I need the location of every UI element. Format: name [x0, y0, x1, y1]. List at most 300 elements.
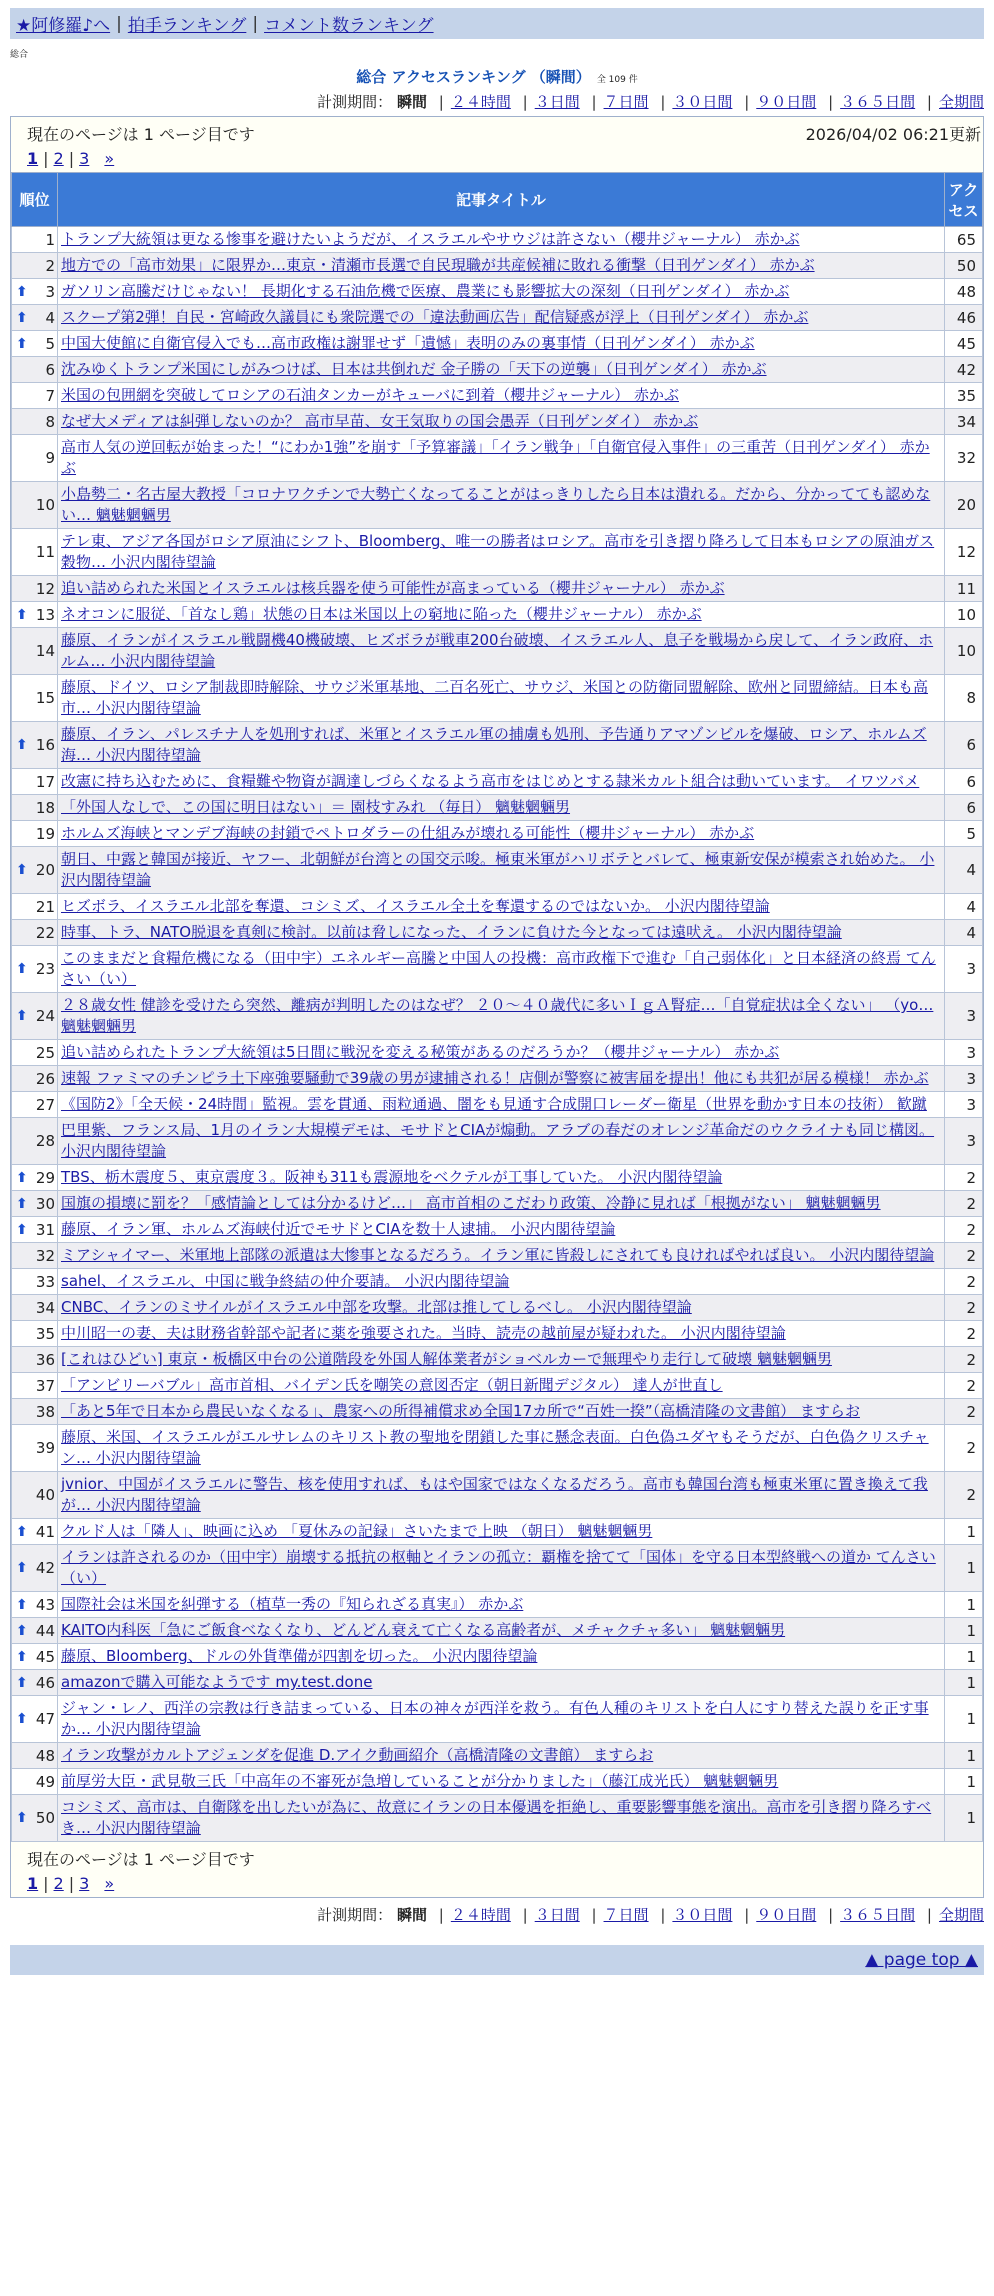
period-365d-link[interactable]: ３６５日間 [840, 93, 916, 111]
table-row [12, 1373, 983, 1399]
access-count: 3 [945, 946, 983, 993]
title-cell [58, 628, 945, 675]
access-count: 1 [945, 1696, 983, 1743]
rank-number: 12 [35, 579, 55, 598]
next-page-link[interactable]: » [104, 1874, 115, 1893]
rank-cell [12, 1696, 58, 1743]
rank-cell [12, 1321, 58, 1347]
access-count: 1 [945, 1769, 983, 1795]
article-link[interactable]: ミアシャイマー、米軍地上部隊の派遣は大惨事となるだろう。イラン軍に皆殺しにされても良ければやれば良い。 小沢内閣待望論 [61, 1246, 935, 1264]
article-link[interactable]: ジャン・レノ、西洋の宗教は行き詰まっている、日本の神々が西洋を救う。有色人種のキリストを白人にすり替えた誤りを正す事か… 小沢内閣待望論 [61, 1699, 929, 1738]
article-link[interactable]: 藤原、イラン、パレスチナ人を処刑すれば、米軍とイスラエル軍の捕虜も処刑、予告通りアマゾンビルを爆破、ロシア、ホルムズ海… 小沢内閣待望論 [61, 725, 927, 764]
pagination-top: 1 | 2 | 3 » [11, 145, 983, 172]
rank-number: 46 [35, 1673, 55, 1692]
rank-up-arrow-icon: ⬆ [16, 1195, 28, 1212]
rank-number: 48 [35, 1746, 55, 1765]
rank-number: 32 [35, 1246, 55, 1265]
rank-up-arrow-icon: ⬆ [16, 309, 28, 326]
category-note: 総合 [10, 50, 29, 60]
period-90d-link[interactable]: ９０日間 [756, 1906, 817, 1924]
table-row [12, 1670, 983, 1696]
rank-up-arrow-icon: ⬆ [16, 1596, 28, 1613]
table-row [12, 795, 983, 821]
article-link[interactable]: jvnior、中国がイスラエルに警告、核を使用すれば、もはや国家ではなくなるだろう。高市も韓国台湾も極東米軍に置き換えて我が… 小沢内閣待望論 [61, 1475, 928, 1514]
title-cell [58, 1696, 945, 1743]
clap-ranking-link[interactable]: 拍手ランキング [127, 16, 247, 36]
access-count: 1 [945, 1592, 983, 1618]
rank-up-arrow-icon: ⬆ [16, 1648, 28, 1665]
table-row [12, 357, 983, 383]
access-count: 48 [945, 279, 983, 305]
rank-cell [12, 769, 58, 795]
article-link[interactable]: スクープ第2弾！自民・宮崎政久議員にも衆院選での「違法動画広告」配信疑惑が浮上（日刊ゲンダイ） 赤かぶ [61, 308, 809, 326]
table-row [12, 383, 983, 409]
access-count: 35 [945, 383, 983, 409]
article-link[interactable]: 小島勢二・名古屋大教授「コロナワクチンで大勢亡くなってることがはっきりしたら日本は潰れる。だから、分かってても認めない… 魑魅魍魎男 [61, 485, 931, 524]
period-24h-link[interactable]: ２４時間 [450, 1906, 511, 1924]
nav-separator: | [252, 13, 259, 34]
rank-number: 45 [35, 1647, 55, 1666]
rank-number: 20 [35, 861, 55, 879]
rank-cell [12, 628, 58, 675]
page-info: 現在のページは 1 ページ目です [27, 125, 255, 144]
rank-number: 43 [35, 1595, 55, 1614]
rank-number: 33 [35, 1272, 55, 1291]
title-cell [58, 920, 945, 946]
rank-cell [12, 795, 58, 821]
title-cell [58, 1165, 945, 1191]
rank-up-arrow-icon: ⬆ [16, 283, 28, 300]
title-cell [58, 1269, 945, 1295]
col-header-title: 記事タイトル [58, 173, 945, 227]
article-link[interactable]: 藤原、米国、イスラエルがエルサレムのキリスト教の聖地を閉鎖した事に懸念表面。白色偽ユダヤもそうだが、白色偽クリスチャン… 小沢内閣待望論 [61, 1428, 929, 1467]
rank-number: 9 [45, 449, 55, 467]
table-row [12, 409, 983, 435]
rank-number: 38 [35, 1402, 55, 1421]
rank-up-arrow-icon: ⬆ [16, 606, 28, 623]
title-cell [58, 1743, 945, 1769]
access-count: 1 [945, 1644, 983, 1670]
rank-cell [12, 675, 58, 722]
article-link[interactable]: イランは許されるのか（田中宇）崩壊する抵抗の枢軸とイランの孤立：覇権を捨てて「国体」を守る日本型終戦への道か てんさい（い） [61, 1548, 936, 1587]
table-row [12, 331, 983, 357]
table-row [12, 1592, 983, 1618]
article-link[interactable]: KAITO内科医「急にご飯食べなくなり、どんどん衰えて亡くなる高齢者が、メチャクチャ多い」 魑魅魍魎男 [61, 1621, 786, 1639]
article-link[interactable]: 藤原、Bloomberg、ドルの外貨準備が四割を切った。 小沢内閣待望論 [61, 1647, 538, 1665]
table-row [12, 279, 983, 305]
article-link[interactable]: 中川昭一の妻、夫は財務省幹部や記者に薬を強要された。当時、読売の越前屋が疑われた。 小沢内閣待望論 [61, 1324, 786, 1342]
access-count: 32 [945, 435, 983, 482]
table-row [12, 1118, 983, 1165]
table-row [12, 1040, 983, 1066]
period-current: 瞬間 [396, 1906, 427, 1924]
article-link[interactable]: 国際社会は米国を糾弾する（植草一秀の『知られざる真実』） 赤かぶ [61, 1595, 524, 1613]
article-link[interactable]: コシミズ、高市は、自衛隊を出したいが為に、故意にイランの日本優遇を拒絶し、重要影響事態を演出。高市を引き摺り降ろすべき… 小沢内閣待望論 [61, 1798, 932, 1837]
rank-number: 29 [35, 1168, 55, 1187]
rank-cell [12, 331, 58, 357]
access-count: 65 [945, 227, 983, 253]
rank-number: 8 [45, 412, 55, 431]
rank-cell [12, 357, 58, 383]
period-3d-link[interactable]: ３日間 [534, 1906, 580, 1924]
rank-up-arrow-icon: ⬆ [16, 1169, 28, 1186]
article-link[interactable]: [これはひどい] 東京・板橋区中台の公道階段を外国人解体業者がショベルカーで無理やり走行して破壊 魑魅魍魎男 [61, 1350, 832, 1368]
article-link[interactable]: 朝日、中露と韓国が接近、ヤフー、北朝鮮が台湾との国交示唆。極東米軍がハリボテとバレて、極東新安保が模索され始めた。 小沢内閣待望論 [61, 850, 935, 889]
access-count: 1 [945, 1519, 983, 1545]
access-count: 3 [945, 1040, 983, 1066]
page-1-link[interactable]: 1 [27, 149, 39, 168]
article-link[interactable]: 《国防2》「全天候・24時間」監視。雲を貫通、雨粒通過、闇をも見通す合成開口レーダー衛星（世界を動かす日本の技術） 歓蹴 [61, 1095, 927, 1113]
rank-cell [12, 1243, 58, 1269]
rank-cell [12, 993, 58, 1040]
nav-separator: | [116, 13, 122, 34]
table-row [12, 253, 983, 279]
rank-number: 25 [35, 1043, 55, 1062]
article-link[interactable]: sahel、イスラエル、中国に戦争終結の仲介要請。 小沢内閣待望論 [61, 1272, 510, 1290]
rank-cell [12, 1118, 58, 1165]
rank-number: 19 [35, 824, 55, 843]
pagination-bottom: 1 | 2 | 3 » [11, 1870, 983, 1897]
rank-number: 34 [35, 1298, 55, 1317]
rank-cell [12, 409, 58, 435]
rank-number: 44 [35, 1621, 55, 1640]
access-count: 11 [945, 576, 983, 602]
table-row [12, 1743, 983, 1769]
rank-up-arrow-icon: ⬆ [16, 335, 28, 352]
title-cell [58, 1519, 945, 1545]
rank-up-arrow-icon: ⬆ [16, 1560, 28, 1576]
rank-cell [12, 435, 58, 482]
article-link[interactable]: 米国の包囲網を突破してロシアの石油タンカーがキューバに到着（櫻井ジャーナル） 赤かぶ [61, 386, 679, 404]
rank-cell [12, 821, 58, 847]
title-cell [58, 894, 945, 920]
title-cell [58, 675, 945, 722]
access-count: 20 [945, 482, 983, 529]
table-row [12, 1243, 983, 1269]
rank-number: 2 [45, 256, 55, 275]
total-count: 全 109 件 [596, 75, 638, 85]
access-count: 3 [945, 1118, 983, 1165]
title-cell [58, 1066, 945, 1092]
period-all-link[interactable]: 全期間 [938, 1906, 984, 1924]
access-count: 4 [945, 894, 983, 920]
rank-cell [12, 894, 58, 920]
table-row [12, 993, 983, 1040]
table-row [12, 946, 983, 993]
rank-number: 47 [35, 1710, 55, 1728]
rank-number: 14 [35, 642, 55, 660]
title-cell [58, 1769, 945, 1795]
table-row [12, 920, 983, 946]
rank-up-arrow-icon: ⬆ [16, 1523, 28, 1540]
table-row [12, 435, 983, 482]
rank-up-arrow-icon: ⬆ [16, 862, 28, 878]
title-cell [58, 1545, 945, 1592]
rank-cell [12, 279, 58, 305]
rank-number: 42 [35, 1559, 55, 1577]
rank-number: 31 [35, 1220, 55, 1239]
ranking-panel [10, 116, 984, 1898]
rank-cell [12, 1165, 58, 1191]
period-365d-link[interactable]: ３６５日間 [840, 1906, 916, 1924]
article-link[interactable]: このままだと食糧危機になる（田中宇）エネルギー高騰と中国人の投機：高市政権下で進む「自己弱体化」と日本経済の終焉 てんさい（い） [61, 949, 936, 988]
title-cell [58, 946, 945, 993]
title-cell [58, 305, 945, 331]
rank-number: 27 [35, 1095, 55, 1114]
title-cell [58, 409, 945, 435]
period-label: 計測期間： [317, 93, 393, 111]
period-3d-link[interactable]: ３日間 [534, 93, 580, 111]
title-cell [58, 1347, 945, 1373]
access-count: 3 [945, 993, 983, 1040]
title-cell [58, 1399, 945, 1425]
access-count: 1 [945, 1743, 983, 1769]
article-link[interactable]: 「あと5年で日本から農民いなくなる」、農家への所得補償求め全国17カ所で“百姓一揆”（高橋清隆の文書館） ますらお [61, 1402, 860, 1420]
title-cell [58, 1373, 945, 1399]
article-link[interactable]: 藤原、イランがイスラエル戦闘機40機破壊、ヒズボラが戦車200台破壊、イスラエル人、息子を戦場から戻して、イラン政府、ホルム… 小沢内閣待望論 [61, 631, 934, 670]
table-row [12, 821, 983, 847]
article-link[interactable]: 国旗の損壊に罰を？「感情論としては分かるけど…」 高市首相のこだわり政策、冷静に見れば「根拠がない」 魑魅魍魎男 [61, 1194, 881, 1212]
article-link[interactable]: クルド人は「隣人」、映画に込め 「夏休みの記録」さいたまで上映 （朝日） 魑魅魍魎男 [61, 1522, 653, 1540]
article-link[interactable]: 高市人気の逆回転が始まった！“にわか1強”を崩す「予算審議」「イラン戦争」「自衛官侵入事件」の三重苦（日刊ゲンダイ） 赤かぶ [61, 438, 930, 477]
rank-number: 26 [35, 1069, 55, 1088]
article-link[interactable]: 「外国人なしで、この国に明日はない」＝ 園枝すみれ （毎日） 魑魅魍魎男 [61, 798, 571, 816]
page-3-link[interactable]: 3 [79, 1874, 90, 1893]
access-count: 1 [945, 1618, 983, 1644]
rank-number: 37 [35, 1376, 55, 1395]
rank-number: 4 [45, 308, 55, 327]
rank-cell [12, 1472, 58, 1519]
access-count: 2 [945, 1191, 983, 1217]
rank-up-arrow-icon: ⬆ [16, 1711, 28, 1727]
article-link[interactable]: テレ東、アジア各国がロシア原油にシフト、Bloomberg、唯一の勝者はロシア。高市を引き摺り降ろして日本もロシアの原油ガス穀物… 小沢内閣待望論 [61, 532, 935, 571]
rank-up-arrow-icon: ⬆ [16, 961, 28, 977]
rank-up-arrow-icon: ⬆ [16, 737, 28, 753]
title-cell [58, 1592, 945, 1618]
rank-cell [12, 1373, 58, 1399]
title-cell [58, 357, 945, 383]
access-count: 45 [945, 331, 983, 357]
title-cell [58, 331, 945, 357]
table-row [12, 1545, 983, 1592]
page-title-text: 総合 アクセスランキング （瞬間） [356, 68, 591, 86]
rank-cell [12, 1191, 58, 1217]
access-count: 4 [945, 920, 983, 946]
access-count: 34 [945, 409, 983, 435]
rank-cell [12, 1670, 58, 1696]
article-link[interactable]: ２８歳女性 健診を受けたら突然、離病が判明したのはなぜ？ ２０～４０歳代に多いＩｇＡ腎症…「自覚症状は全くない」 （yo… 魑魅魍魎男 [61, 996, 934, 1035]
title-cell [58, 821, 945, 847]
rank-number: 10 [35, 496, 55, 514]
rank-cell [12, 1295, 58, 1321]
title-cell [58, 1243, 945, 1269]
title-cell [58, 602, 945, 628]
article-link[interactable]: 巴里紫、フランス局、1月のイラン大規模デモは、モサドとCIAが煽動。アラブの春だのオレンジ革命だのウクライナも同じ構図。 小沢内閣待望論 [61, 1121, 935, 1160]
rank-cell [12, 1066, 58, 1092]
rank-cell [12, 1399, 58, 1425]
col-header-rank: 順位 [12, 173, 58, 227]
table-row [12, 482, 983, 529]
title-cell [58, 1644, 945, 1670]
rank-cell [12, 1592, 58, 1618]
comment-ranking-link[interactable]: コメント数ランキング [264, 16, 434, 36]
article-link[interactable]: トランプ大統領は更なる惨事を避けたいようだが、イスラエルやサウジは許さない（櫻井ジャーナル） 赤かぶ [61, 230, 800, 248]
next-page-link[interactable]: » [104, 149, 115, 168]
article-link[interactable]: amazonで購入可能なようです my.test.done [61, 1673, 373, 1691]
rank-number: 50 [35, 1809, 55, 1827]
rank-cell [12, 383, 58, 409]
table-row [12, 227, 983, 253]
article-link[interactable]: ガソリン高騰だけじゃない！ 長期化する石油危機で医療、農業にも影響拡大の深刻（日刊ゲンダイ） 赤かぶ [61, 282, 790, 300]
article-link[interactable]: 前厚労大臣・武見敬三氏「中高年の不審死が急増していることが分かりました」（藤江成光氏） 魑魅魍魎男 [61, 1772, 779, 1790]
access-count: 4 [945, 847, 983, 894]
title-cell [58, 1118, 945, 1165]
access-count: 1 [945, 1545, 983, 1592]
access-count: 6 [945, 769, 983, 795]
title-cell [58, 1425, 945, 1472]
period-24h-link[interactable]: ２４時間 [450, 93, 511, 111]
title-cell [58, 529, 945, 576]
rank-cell [12, 920, 58, 946]
rank-cell [12, 847, 58, 894]
table-row [12, 1269, 983, 1295]
access-count: 2 [945, 1373, 983, 1399]
rank-number: 11 [35, 543, 55, 561]
col-header-access: アクセス [945, 173, 983, 227]
article-link[interactable]: 藤原、ドイツ、ロシア制裁即時解除、サウジ米軍基地、二百名死亡、サウジ、米国との防衛同盟解除、欧州と同盟締結。日本も高市… 小沢内閣待望論 [61, 678, 929, 717]
article-link[interactable]: 「アンビリーバブル」高市首相、バイデン氏を嘲笑の意図否定（朝日新聞デジタル） 達人が世直し [61, 1376, 723, 1394]
ranking-rows [12, 227, 983, 1842]
page-2-link[interactable]: 2 [53, 149, 64, 168]
table-row [12, 1066, 983, 1092]
article-link[interactable]: 追い詰められた米国とイスラエルは核兵器を使う可能性が高まっている（櫻井ジャーナル） 赤かぶ [61, 579, 725, 597]
rank-cell [12, 722, 58, 769]
article-link[interactable]: ヒズボラ、イスラエル北部を奪還、コシミズ、イスラエル全土を奪還するのではないか。 小沢内閣待望論 [61, 897, 770, 915]
rank-number: 16 [35, 736, 55, 754]
table-row [12, 1472, 983, 1519]
title-cell [58, 1321, 945, 1347]
table-row [12, 1347, 983, 1373]
page-2-link[interactable]: 2 [53, 1874, 64, 1893]
table-row [12, 675, 983, 722]
article-link[interactable]: イラン攻撃がカルトアジェンダを促進 D.アイク動画紹介（高橋清隆の文書館） ますらお [61, 1746, 654, 1764]
page-top-link[interactable]: ▲ page top ▲ [865, 1950, 978, 1970]
article-link[interactable]: 追い詰められたトランプ大統領は5日間に戦況を変える秘策があるのだろうか？（櫻井ジャーナル） 赤かぶ [61, 1043, 780, 1061]
top-nav-bar [10, 8, 984, 39]
title-cell [58, 847, 945, 894]
title-cell [58, 576, 945, 602]
article-link[interactable]: 沈みゆくトランプ米国にしがみつけば、日本は共倒れだ 金子勝の「天下の逆襲」（日刊ゲンダイ） 赤かぶ [61, 360, 767, 378]
title-cell [58, 795, 945, 821]
access-count: 2 [945, 1321, 983, 1347]
rank-number: 17 [35, 772, 55, 791]
rank-number: 5 [45, 334, 55, 353]
period-7d-link[interactable]: ７日間 [603, 93, 649, 111]
rank-number: 23 [35, 960, 55, 978]
rank-number: 30 [35, 1194, 55, 1213]
table-row [12, 602, 983, 628]
title-cell [58, 1472, 945, 1519]
period-current: 瞬間 [396, 93, 427, 111]
rank-cell [12, 482, 58, 529]
article-link[interactable]: 時事、トラ、NATO脱退を真剣に検討。以前は脅しになった、イランに負けた今となっては遠吠え。 小沢内閣待望論 [61, 923, 842, 941]
table-row [12, 576, 983, 602]
title-cell [58, 1295, 945, 1321]
article-link[interactable]: 速報 ファミマのチンピラ土下座強要騒動で39歳の男が逮捕される！店側が警察に被害届を提出！他にも共犯が居る模様！ 赤かぶ [61, 1069, 929, 1087]
article-link[interactable]: CNBC、イランのミサイルがイスラエル中部を攻撃。北部は推してしるべし。 小沢内閣待望論 [61, 1298, 692, 1316]
page-3-link[interactable]: 3 [79, 149, 90, 168]
table-row [12, 1696, 983, 1743]
article-link[interactable]: なぜ大メディアは糾弾しないのか？ 高市早苗、女王気取りの国会愚弄（日刊ゲンダイ） 赤かぶ [61, 412, 699, 430]
table-row [12, 1217, 983, 1243]
rank-cell [12, 1769, 58, 1795]
title-cell [58, 1217, 945, 1243]
title-cell [58, 1191, 945, 1217]
page-1-link[interactable]: 1 [27, 1874, 39, 1893]
article-link[interactable]: 地方での「高市効果」に限界か…東京・清瀬市長選で自民現職が共産候補に敗れる衝撃（日刊ゲンダイ） 赤かぶ [61, 256, 815, 274]
home-link[interactable]: ★阿修羅♪へ [16, 16, 111, 36]
rank-up-arrow-icon: ⬆ [16, 1674, 28, 1691]
table-row [12, 769, 983, 795]
page-title [0, 66, 994, 87]
period-90d-link[interactable]: ９０日間 [756, 93, 817, 111]
access-count: 2 [945, 1472, 983, 1519]
rank-cell [12, 1618, 58, 1644]
article-link[interactable]: 藤原、イラン軍、ホルムズ海峡付近でモサドとCIAを数十人逮捕。 小沢内閣待望論 [61, 1220, 616, 1238]
rank-number: 18 [35, 798, 55, 817]
rank-cell [12, 946, 58, 993]
table-row [12, 1399, 983, 1425]
period-7d-link[interactable]: ７日間 [603, 1906, 649, 1924]
rank-number: 40 [35, 1486, 55, 1504]
page-info-bar-bottom [11, 1842, 983, 1870]
rank-number: 13 [35, 605, 55, 624]
rank-up-arrow-icon: ⬆ [16, 1008, 28, 1024]
article-link[interactable]: 改憲に持ち込むために、食糧難や物資が調達しづらくなるよう高市をはじめとする隷米カルト組合は動いています。 イワツバメ [61, 772, 920, 790]
access-count: 2 [945, 1243, 983, 1269]
rank-cell [12, 1519, 58, 1545]
access-count: 3 [945, 1066, 983, 1092]
title-cell [58, 1040, 945, 1066]
table-row [12, 1295, 983, 1321]
table-row [12, 894, 983, 920]
table-row [12, 628, 983, 675]
rank-cell [12, 1040, 58, 1066]
article-link[interactable]: TBS、栃木震度５、東京震度３。阪神も311も震源地をベクテルが工事していた。 小沢内閣待望論 [61, 1168, 723, 1186]
access-count: 10 [945, 602, 983, 628]
rank-number: 6 [45, 360, 55, 379]
rank-up-arrow-icon: ⬆ [16, 1221, 28, 1238]
access-count: 2 [945, 1269, 983, 1295]
title-cell [58, 253, 945, 279]
article-link[interactable]: ホルムズ海峡とマンデブ海峡の封鎖でペトロダラーの仕組みが壊れる可能性（櫻井ジャーナル） 赤かぶ [61, 824, 755, 842]
rank-cell [12, 1644, 58, 1670]
rank-cell [12, 253, 58, 279]
title-cell [58, 993, 945, 1040]
article-link[interactable]: 中国大使館に自衛官侵入でも…高市政権は謝罪せず「遺憾」表明のみの裏事情（日刊ゲンダイ） 赤かぶ [61, 334, 755, 352]
table-row [12, 1644, 983, 1670]
period-30d-link[interactable]: ３０日間 [672, 1906, 733, 1924]
table-row [12, 1618, 983, 1644]
period-all-link[interactable]: 全期間 [938, 93, 984, 111]
table-row [12, 722, 983, 769]
table-row [12, 1191, 983, 1217]
title-cell [58, 482, 945, 529]
table-row [12, 1165, 983, 1191]
period-30d-link[interactable]: ３０日間 [672, 93, 733, 111]
title-cell [58, 1795, 945, 1842]
article-link[interactable]: ネオコンに服従、「首なし鶏」状態の日本は米国以上の窮地に陥った（櫻井ジャーナル） 赤かぶ [61, 605, 702, 623]
